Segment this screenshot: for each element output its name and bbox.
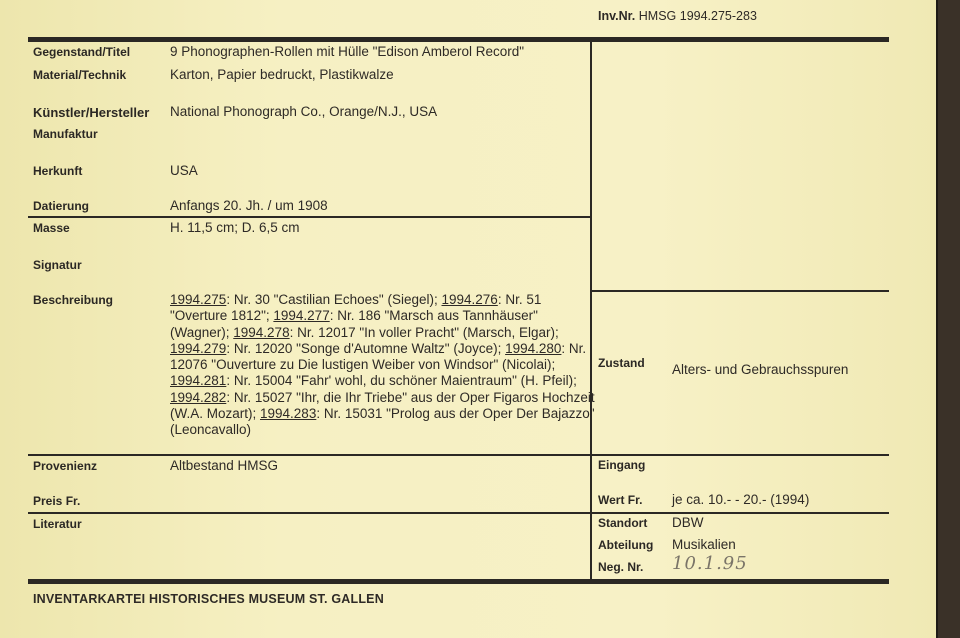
inventory-number: [598, 9, 757, 23]
label-masse: Masse: [33, 221, 70, 235]
desc-ref: 1994.275: [170, 292, 227, 307]
value-abteilung: Musikalien: [672, 537, 736, 552]
label-wert: Wert Fr.: [598, 493, 643, 507]
desc-ref: 1994.276: [441, 292, 498, 307]
value-masse: H. 11,5 cm; D. 6,5 cm: [170, 220, 300, 235]
value-wert: je ca. 10.- - 20.- (1994): [672, 492, 810, 507]
desc-text: : Nr. 12020 "Songe d'Automne Waltz" (Joyce);: [226, 340, 506, 356]
invnr-value: HMSG 1994.275-283: [638, 9, 757, 23]
value-standort: DBW: [672, 515, 704, 530]
desc-ref: 1994.278: [233, 324, 290, 340]
desc-text: : Nr. 30 "Castilian Echoes" (Siegel);: [226, 292, 442, 307]
label-beschreibung: Beschreibung: [33, 293, 114, 307]
desc-ref: 1994.283: [260, 406, 317, 422]
desc-ref: 1994.282: [170, 389, 227, 405]
desc-text: : Nr. 51 "Overture 1812";: [170, 292, 542, 324]
label-material: Material/Technik: [33, 68, 127, 82]
card-edge: [936, 0, 938, 638]
invnr-label: Inv.Nr.: [598, 9, 636, 23]
desc-text: : Nr. 15004 "Fahr' wohl, du schöner Maientraum" (H. Pfeil);: [226, 373, 577, 389]
label-standort: Standort: [598, 516, 648, 530]
rule-right-zustand: [590, 290, 889, 292]
label-negnr: Neg. Nr.: [598, 560, 644, 574]
desc-ref: 1994.281: [170, 373, 227, 389]
label-provenienz: Provenienz: [33, 459, 98, 473]
label-preis: Preis Fr.: [33, 494, 81, 508]
desc-ref: 1994.279: [170, 340, 227, 356]
desc-ref: 1994.277: [273, 308, 330, 324]
value-gegenstand: 9 Phonographen-Rollen mit Hülle "Edison Amberol Record": [170, 44, 525, 59]
rule-literatur: [28, 512, 889, 514]
top-rule: [28, 37, 889, 42]
label-datierung: Datierung: [33, 199, 90, 213]
label-zustand: Zustand: [598, 356, 645, 370]
label-kuenstler: Künstler/Hersteller: [33, 105, 150, 120]
label-signatur: Signatur: [33, 258, 82, 272]
value-herkunft: USA: [170, 163, 198, 178]
card-footer: INVENTARKARTEI HISTORISCHES MUSEUM ST. GALLEN: [33, 592, 384, 606]
label-eingang: Eingang: [598, 458, 646, 472]
value-datierung: Anfangs 20. Jh. / um 1908: [170, 198, 328, 213]
rule-provenienz: [28, 454, 889, 456]
value-beschreibung: [170, 292, 595, 439]
desc-text: : Nr. 186 "Marsch aus Tannhäuser" (Wagner);: [170, 308, 538, 340]
value-negnr-handwritten: 10.1.95: [672, 553, 748, 574]
label-herkunft: Herkunft: [33, 164, 83, 178]
desc-text: : Nr. 15031 "Prolog aus der Oper Der Bajazzo" (Leoncavallo): [170, 406, 595, 438]
label-gegenstand: Gegenstand/Titel: [33, 45, 131, 59]
value-zustand: Alters- und Gebrauchsspuren: [672, 362, 849, 377]
desc-text: : Nr. 15027 "Ihr, die Ihr Triebe" aus der Oper Figaros Hochzeit (W.A. Mozart);: [170, 389, 595, 422]
value-material: Karton, Papier bedruckt, Plastikwalze: [170, 67, 394, 82]
label-literatur: Literatur: [33, 517, 82, 531]
desc-text: : Nr. 12076 "Ouverture zu Die lustigen Weiber von Windsor" (Nicolai);: [170, 340, 587, 373]
desc-text: : Nr. 12017 "In voller Pracht" (Marsch, Elgar);: [289, 324, 559, 340]
bottom-rule: [28, 579, 889, 584]
value-kuenstler: National Phonograph Co., Orange/N.J., USA: [170, 104, 438, 119]
label-abteilung: Abteilung: [598, 538, 654, 552]
value-provenienz: Altbestand HMSG: [170, 458, 279, 473]
desc-ref: 1994.280: [505, 340, 562, 356]
label-manufaktur: Manufaktur: [33, 127, 98, 141]
rule-left-masse: [28, 216, 590, 218]
